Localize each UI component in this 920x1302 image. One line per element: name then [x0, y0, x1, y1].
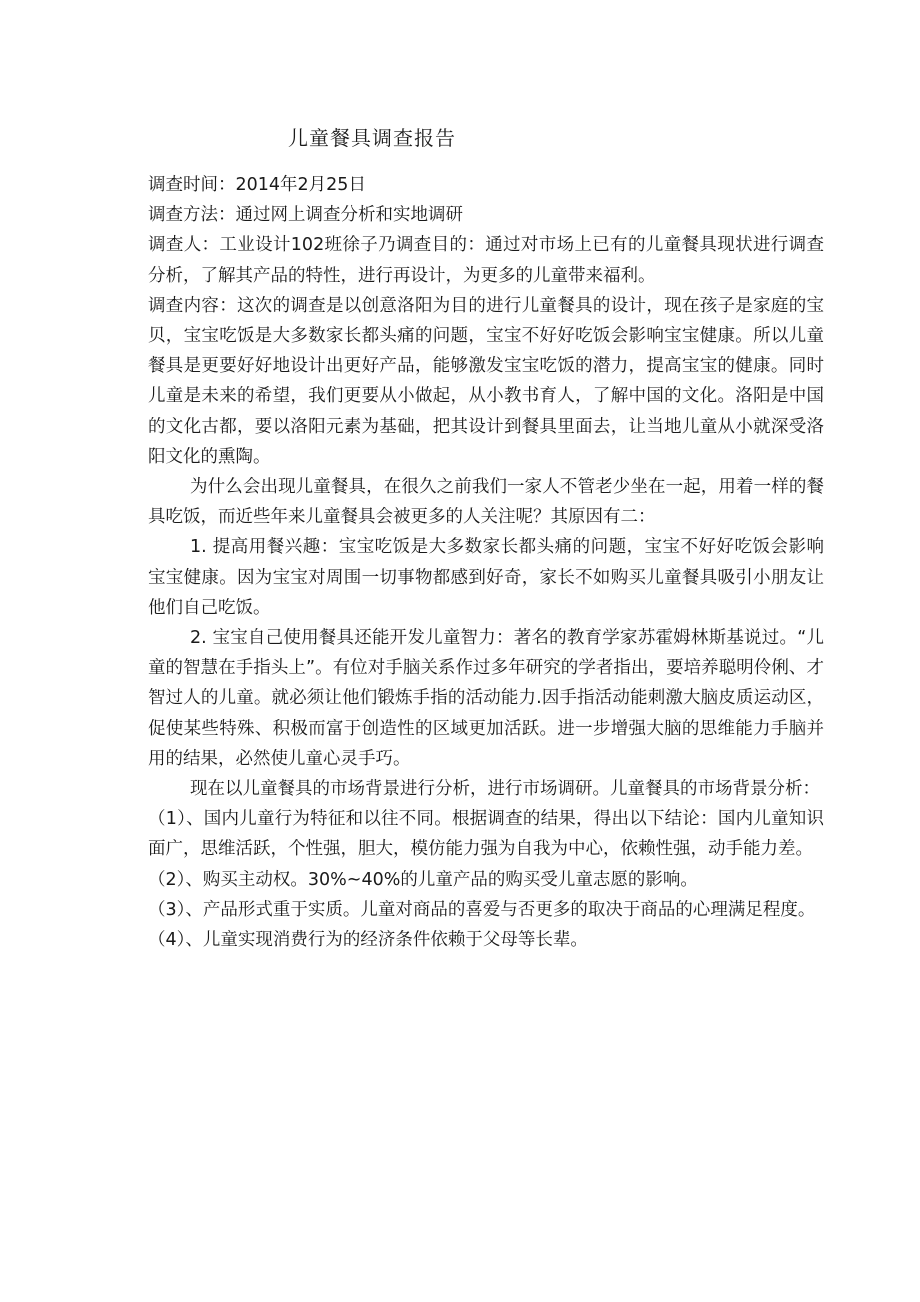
market-point-1: （1）、国内儿童行为特征和以往不同。根据调查的结果，得出以下结论：国内儿童知识面广，思维活跃，个性强，胆大，模仿能力强为自我为中心，依赖性强，动手能力差。	[148, 809, 824, 860]
market-intro: 现在以儿童餐具的市场背景进行分析，进行市场调研。儿童餐具的市场背景分析：	[190, 779, 820, 800]
reason-2: 2. 宝宝自己使用餐具还能开发儿童智力：著名的教育学家苏霍姆林斯基说过。“儿童的智慧在手指头上”。有位对手脑关系作过多年研究的学者指出，要培养聪明伶俐、才智过人的儿童。就必须让他们锻炼手指的活动能力.因手指活动能刺激大脑皮质运动区，促使某些特殊、积极而富于创造性的区域更加活跃。进一步增强大脑的思维能力手脑并用的结果，必然使儿童心灵手巧。	[148, 628, 824, 769]
why-paragraph: 为什么会出现儿童餐具，在很久之前我们一家人不管老少坐在一起，用着一样的餐具吃饭，而近些年来儿童餐具会被更多的人关注呢？其原因有二：	[148, 477, 824, 528]
reason-1: 1. 提高用餐兴趣：宝宝吃饭是大多数家长都头痛的问题，宝宝不好好吃饭会影响宝宝健康。因为宝宝对周围一切事物都感到好奇，家长不如购买儿童餐具吸引小朋友让他们自己吃饭。	[148, 537, 824, 618]
market-point-2: （2）、购买主动权。30%~40%的儿童产品的购买受儿童志愿的影响。	[148, 869, 698, 890]
survey-content: 调查内容：这次的调查是以创意洛阳为目的进行儿童餐具的设计，现在孩子是家庭的宝贝，宝宝吃饭是大多数家长都头痛的问题，宝宝不好好吃饭会影响宝宝健康。所以儿童餐具是更要好好地设计出更好产品，能够激发宝宝吃饭的潜力，提高宝宝的健康。同时儿童是未来的希望，我们更要从小做起，从小教书育人，了解中国的文化。洛阳是中国的文化古都，要以洛阳元素为基础，把其设计到餐具里面去，让当地儿童从小就深受洛阳文化的熏陶。	[148, 295, 824, 467]
market-point-4: （4）、儿童实现消费行为的经济条件依赖于父母等长辈。	[148, 930, 588, 951]
market-point-3: （3）、产品形式重于实质。儿童对商品的喜爱与否更多的取决于商品的心理满足程度。	[148, 899, 816, 920]
investigator-and-purpose: 调查人：工业设计102班徐子乃调查目的：通过对市场上已有的儿童餐具现状进行调查分析，了解其产品的特性，进行再设计，为更多的儿童带来福利。	[148, 235, 824, 286]
document-body	[148, 170, 824, 955]
document-title: 儿童餐具调查报告	[288, 126, 456, 150]
survey-time: 调查时间：2014年2月25日	[148, 175, 366, 195]
survey-method: 调查方法：通过网上调查分析和实地调研	[148, 205, 463, 226]
